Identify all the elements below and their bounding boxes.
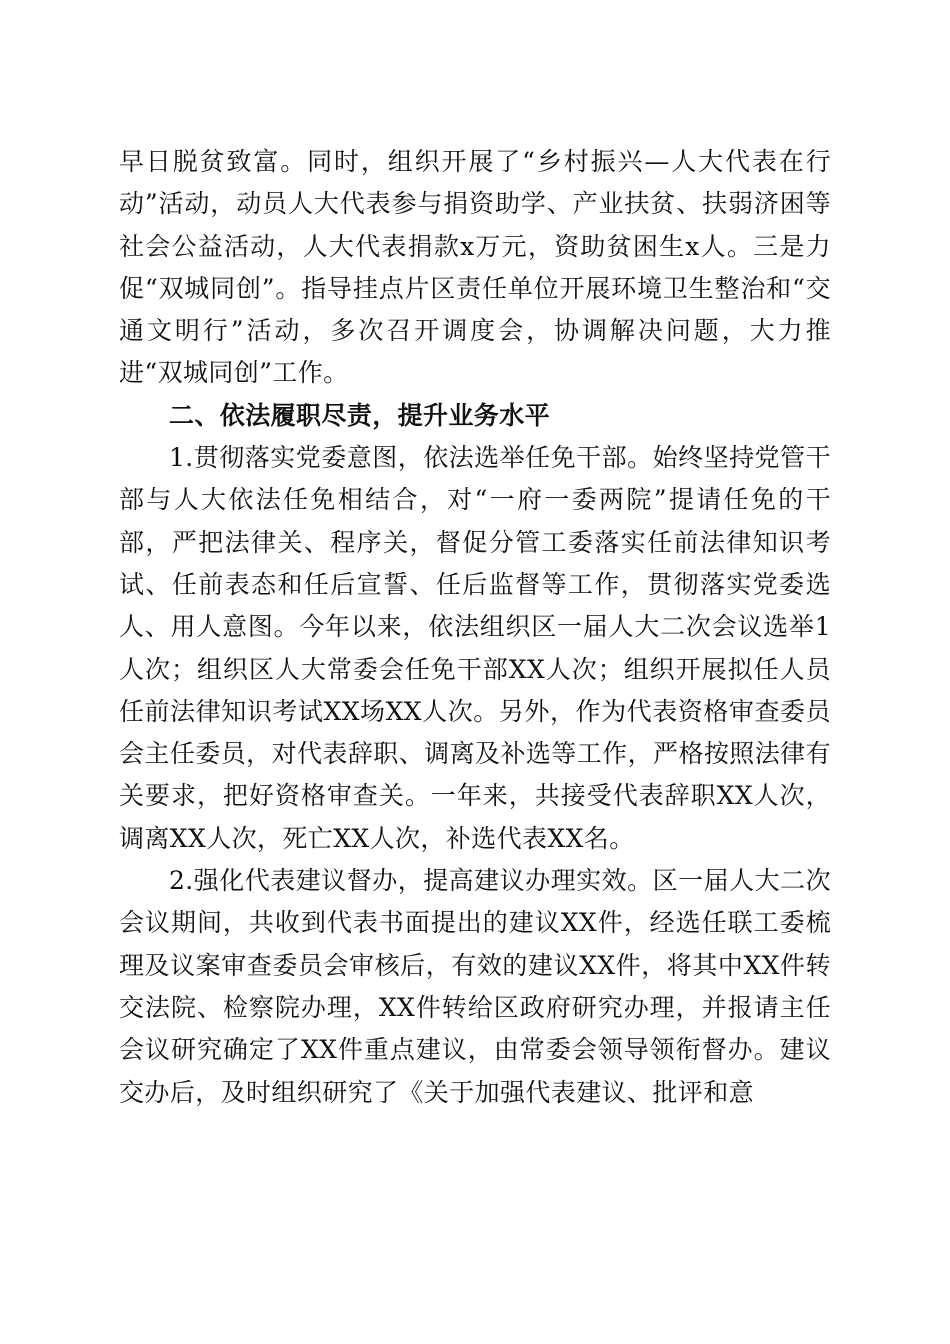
section-heading: 二、依法履职尽责，提升业务水平	[169, 400, 551, 430]
document-body	[119, 141, 831, 1114]
paragraph-item-1: 1.贯彻落实党委意图，依法选举任免干部。始终坚持党管干部与人大依法任免相结合，对“一府一委两院”提请任免的干部，严把法律关、程序关，督促分管工委落实任前法律知识考试、任前表态和任后宣誓、任后监督等工作，贯彻落实党委选人、用人意图。今年以来，依法组织区一届人大二次会议选举1人次；组织区人大常委会任免干部XX人次；组织开展拟任人员任前法律知识考试XX场XX人次。另外，作为代表资格审查委员会主任委员，对代表辞职、调离及补选等工作，严格按照法律有关要求，把好资格审查关。一年来，共接受代表辞职XX人次，调离XX人次，死亡XX人次，补选代表XX名。	[119, 443, 831, 853]
paragraph-continuation: 早日脱贫致富。同时，组织开展了“乡村振兴—人大代表在行动”活动，动员人大代表参与捐资助学、产业扶贫、扶弱济困等社会公益活动，人大代表捐款x万元，资助贫困生x人。三是力促“双城同创”。指导挂点片区责任单位开展环境卫生整治和“交通文明行”活动，多次召开调度会，协调解决问题，大力推进“双城同创”工作。	[119, 147, 831, 388]
paragraph-item-2: 2.强化代表建议督办，提高建议办理实效。区一届人大二次会议期间，共收到代表书面提出的建议XX件，经选任联工委梳理及议案审查委员会审核后，有效的建议XX件，将其中XX件转交法院、检察院办理，XX件转给区政府研究办理，并报请主任会议研究确定了XX件重点建议，由常委会领导领衔督办。建议交办后，及时组织研究了《关于加强代表建议、批评和意	[119, 866, 831, 1107]
